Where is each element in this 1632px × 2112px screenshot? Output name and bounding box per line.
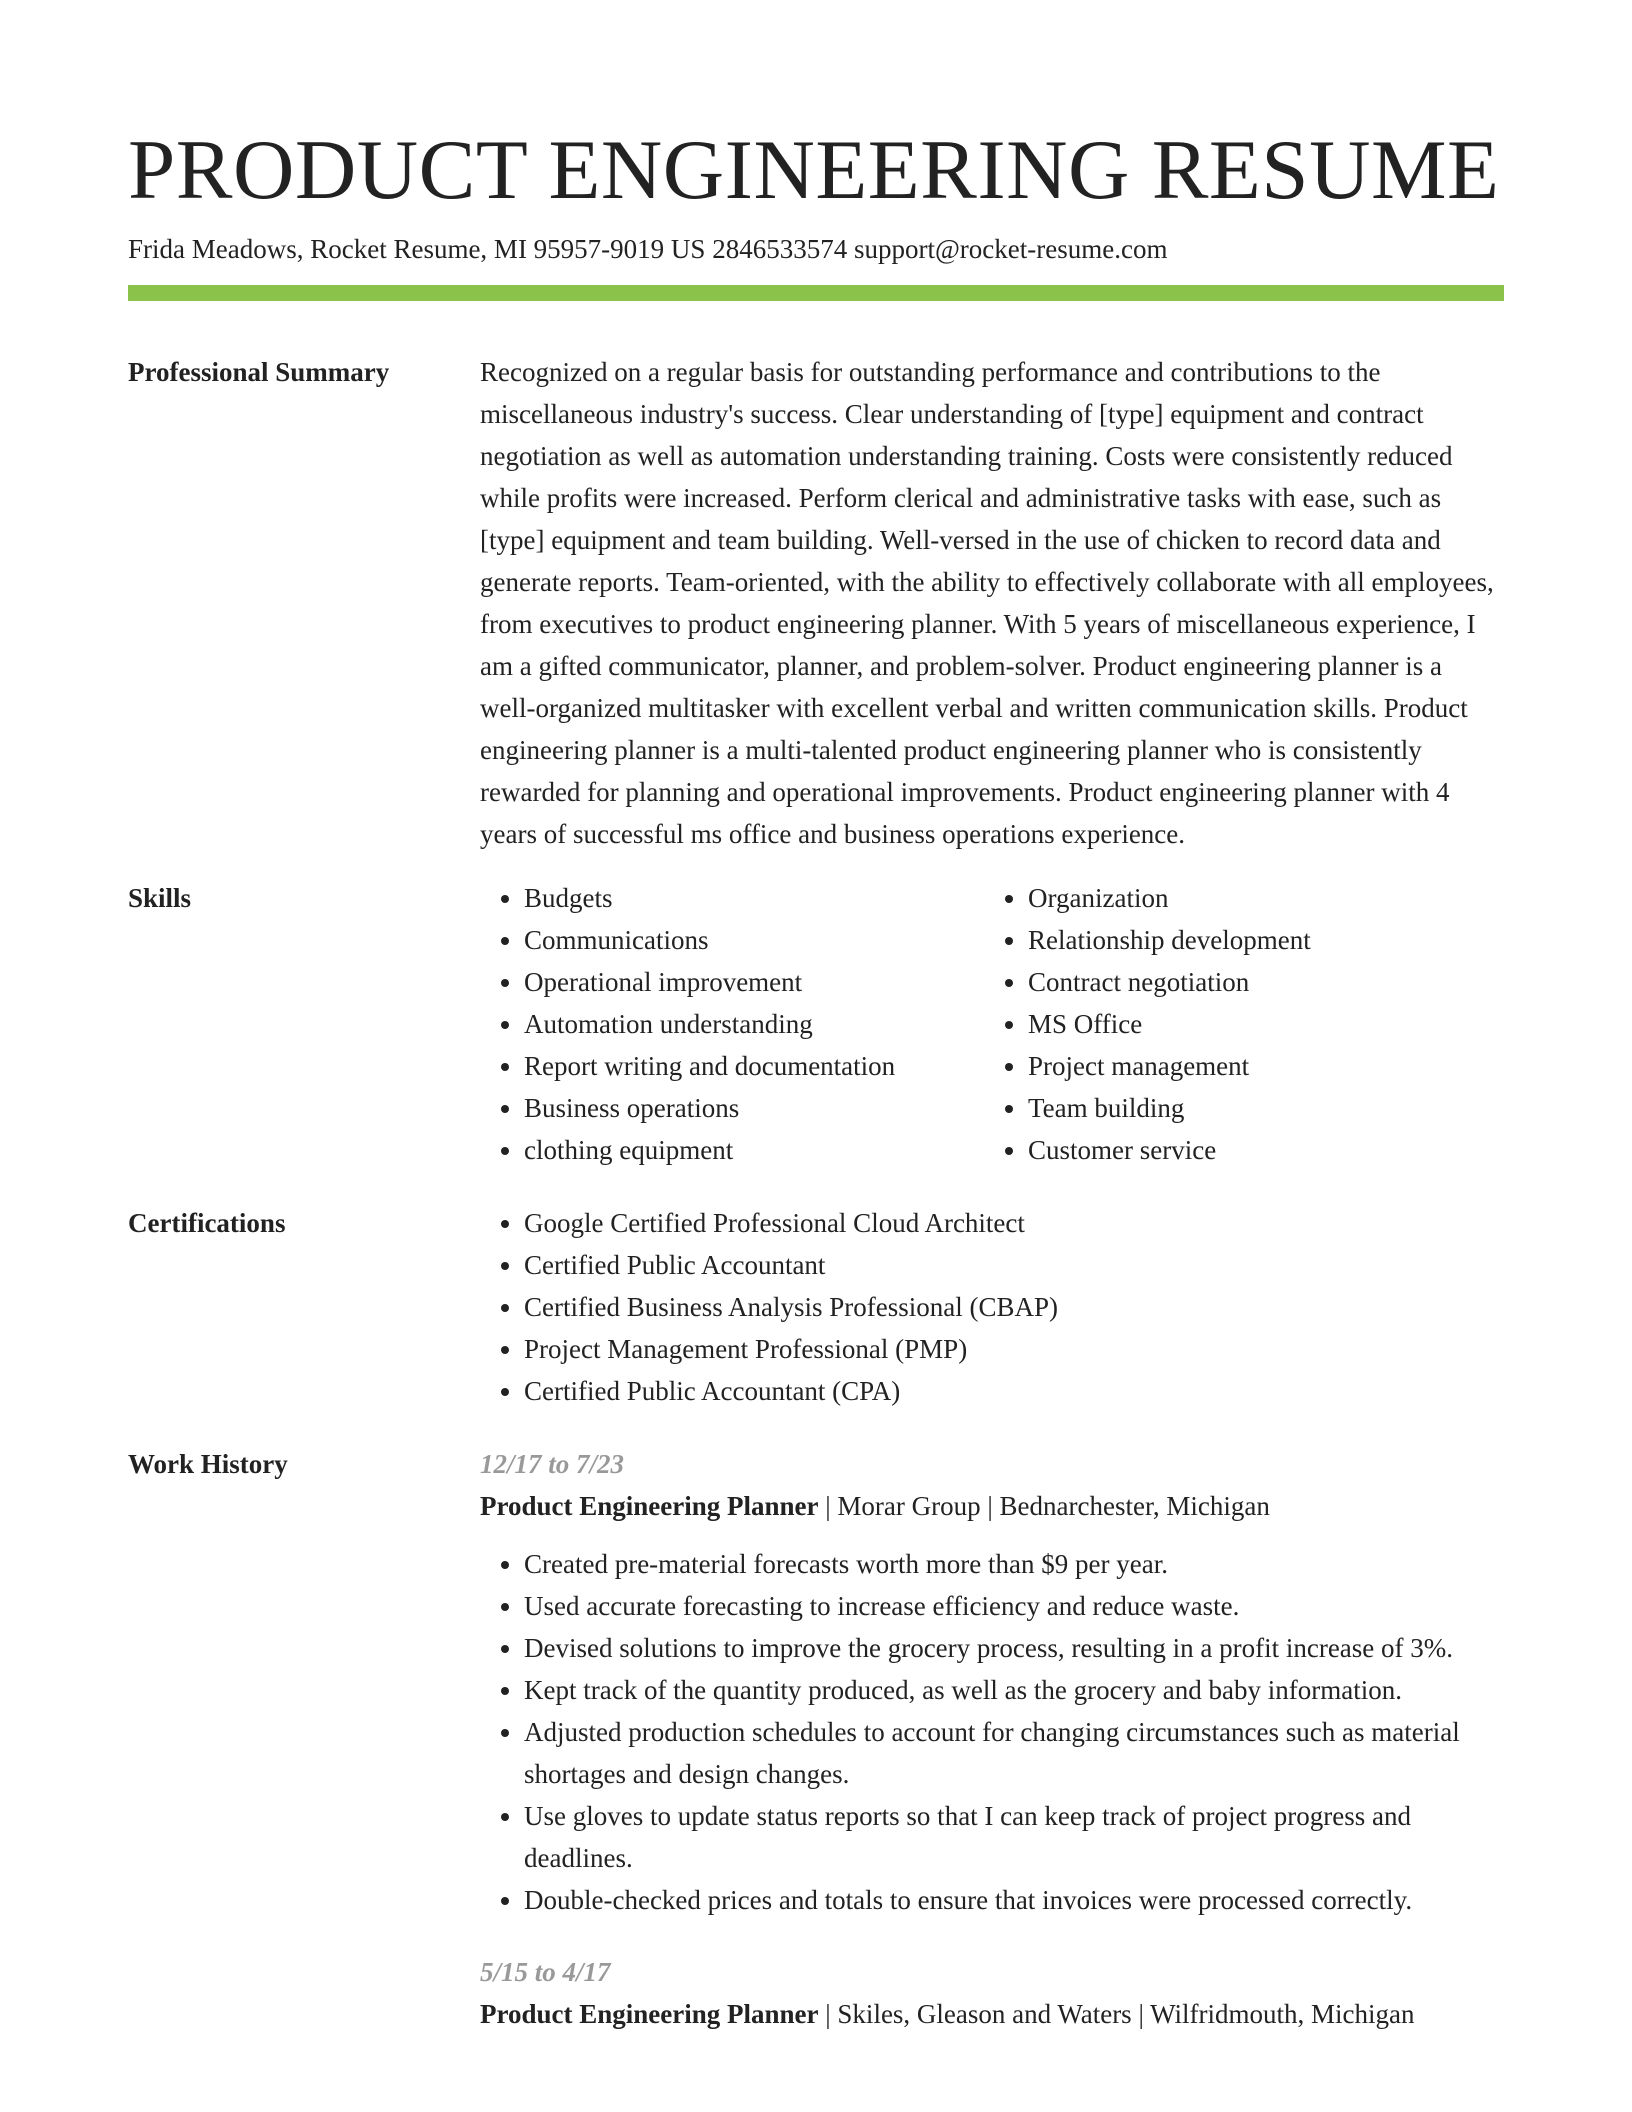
contact-line: Frida Meadows, Rocket Resume, MI 95957-9019 US 2846533574 support@rocket-resume.com bbox=[128, 234, 1168, 264]
job-dates: 12/17 to 7/23 bbox=[480, 1449, 625, 1479]
job-title-line bbox=[480, 1485, 1504, 1527]
skill-item: • Team building bbox=[1028, 1087, 1488, 1129]
job-title: Product Engineering Planner bbox=[480, 1999, 819, 2029]
certification-item: • Certified Public Accountant (CPA) bbox=[524, 1370, 1504, 1412]
job-dates: 5/15 to 4/17 bbox=[480, 1957, 611, 1987]
job-duty: • Kept track of the quantity produced, as well as the grocery and baby information. bbox=[524, 1669, 1504, 1711]
skills-section bbox=[128, 877, 1504, 1171]
certifications-list bbox=[480, 1202, 1504, 1412]
skill-item: • Organization bbox=[1028, 877, 1488, 919]
job-employer-location: | Morar Group | Bednarchester, Michigan bbox=[818, 1491, 1270, 1521]
job-duty: • Double-checked prices and totals to ensure that invoices were processed correctly. bbox=[524, 1879, 1504, 1921]
certifications-section bbox=[128, 1202, 1504, 1412]
skill-item: • Customer service bbox=[1028, 1129, 1488, 1171]
job-title: Product Engineering Planner bbox=[480, 1491, 819, 1521]
skills-list-left bbox=[480, 877, 984, 1171]
skill-item: • Relationship development bbox=[1028, 919, 1488, 961]
job-duty: • Use gloves to update status reports so that I can keep track of project progress and deadlines. bbox=[524, 1795, 1504, 1879]
summary-text: Recognized on a regular basis for outstanding performance and contributions to the miscellaneous industry's success. Clear understanding of [type] equipment and contract negotiation as well as automation understanding training. Costs were consistently reduced while profits were increased. Perform clerical and administrative tasks with ease, such as [type] equipment and team building. Well-versed in the use of chicken to record data and generate reports. Team-oriented, with the ability to effectively collaborate with all employees, from executives to product engineering planner. With 5 years of miscellaneous experience, I am a gifted communicator, planner, and problem-solver. Product engineering planner is a well-organized multitasker with excellent verbal and written communication skills. Product engineering planner is a multi-talented product engineering planner who is consistently rewarded for planning and operational improvements. Product engineering planner with 4 years of successful ms office and business operations experience. bbox=[480, 357, 1494, 849]
job-duty: • Adjusted production schedules to account for changing circumstances such as material shortages and design changes. bbox=[524, 1711, 1504, 1795]
skill-item: • Budgets bbox=[524, 877, 984, 919]
skill-item: • Business operations bbox=[524, 1087, 984, 1129]
work-history-heading: Work History bbox=[128, 1449, 288, 1479]
certification-item: • Google Certified Professional Cloud Architect bbox=[524, 1202, 1504, 1244]
certifications-heading: Certifications bbox=[128, 1208, 286, 1238]
job-duties-list bbox=[480, 1543, 1504, 1921]
skill-item: • Communications bbox=[524, 919, 984, 961]
skill-item: • clothing equipment bbox=[524, 1129, 984, 1171]
resume-title: PRODUCT ENGINEERING RESUME bbox=[128, 123, 1500, 217]
skill-item: • Automation understanding bbox=[524, 1003, 984, 1045]
skill-item: • Report writing and documentation bbox=[524, 1045, 984, 1087]
skill-item: • MS Office bbox=[1028, 1003, 1488, 1045]
job-duty: • Used accurate forecasting to increase efficiency and reduce waste. bbox=[524, 1585, 1504, 1627]
skills-heading: Skills bbox=[128, 883, 192, 913]
certification-item: • Project Management Professional (PMP) bbox=[524, 1328, 1504, 1370]
job-entry bbox=[480, 1951, 1504, 2035]
certification-item: • Certified Business Analysis Professional (CBAP) bbox=[524, 1286, 1504, 1328]
job-duty: • Created pre-material forecasts worth more than $9 per year. bbox=[524, 1543, 1504, 1585]
summary-heading: Professional Summary bbox=[128, 357, 390, 387]
job-employer-location: | Skiles, Gleason and Waters | Wilfridmouth, Michigan bbox=[818, 1999, 1415, 2029]
job-entry bbox=[480, 1443, 1504, 1921]
resume-page bbox=[128, 120, 1504, 2051]
accent-divider bbox=[128, 285, 1504, 301]
summary-section bbox=[128, 351, 1504, 855]
job-duty: • Devised solutions to improve the grocery process, resulting in a profit increase of 3%. bbox=[524, 1627, 1504, 1669]
work-history-section bbox=[128, 1443, 1504, 2051]
certification-item: • Certified Public Accountant bbox=[524, 1244, 1504, 1286]
skill-item: • Project management bbox=[1028, 1045, 1488, 1087]
job-title-line bbox=[480, 1993, 1504, 2035]
skill-item: • Operational improvement bbox=[524, 961, 984, 1003]
skills-list-right bbox=[984, 877, 1488, 1171]
skill-item: • Contract negotiation bbox=[1028, 961, 1488, 1003]
